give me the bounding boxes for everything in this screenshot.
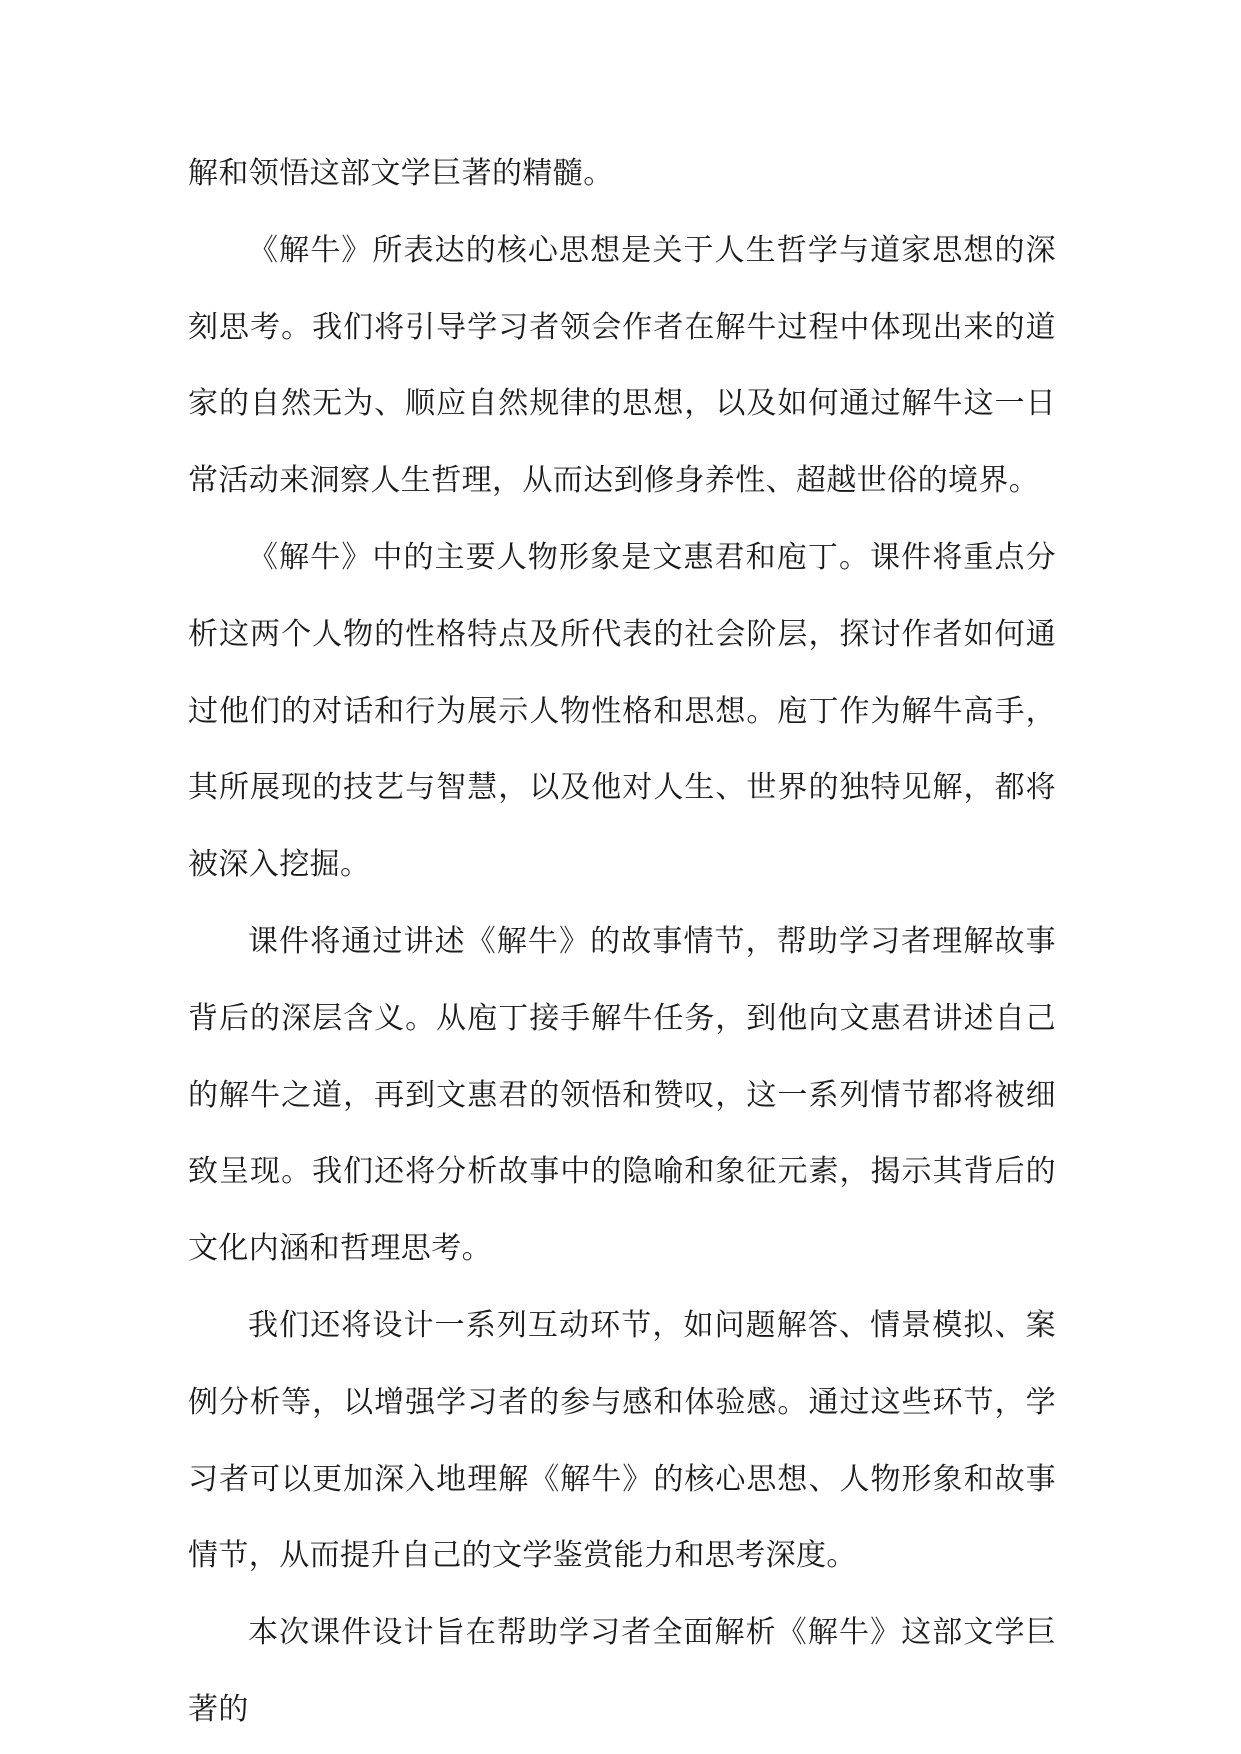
paragraph-intro-continuation: 解和领悟这部文学巨著的精髓。 [188, 156, 614, 191]
paragraph-plot: 课件将通过讲述《解牛》的故事情节，帮助学习者理解故事背后的深层含义。从庖丁接手解牛任务，到他向文惠君讲述自己的解牛之道，再到文惠君的领悟和赞叹，这一系列情节都将被细致呈现。我们还将分析故事中的隐喻和象征元素，揭示其背后的文化内涵和哲理思考。 [188, 923, 1056, 1267]
paragraph-interaction: 我们还将设计一系列互动环节，如问题解答、情景模拟、案例分析等，以增强学习者的参与感和体验感。通过这些环节，学习者可以更加深入地理解《解牛》的核心思想、人物形象和故事情节，从而提升自己的文学鉴赏能力和思考深度。 [188, 1307, 1056, 1574]
body-text [188, 136, 1056, 1749]
paragraph-core-thought: 《解牛》所表达的核心思想是关于人生哲学与道家思想的深刻思考。我们将引导学习者领会作者在解牛过程中体现出来的道家的自然无为、顺应自然规律的思想，以及如何通过解牛这一日常活动来洞察人生哲理，从而达到修身养性、超越世俗的境界。 [188, 232, 1056, 499]
paragraph-characters: 《解牛》中的主要人物形象是文惠君和庖丁。课件将重点分析这两个人物的性格特点及所代表的社会阶层，探讨作者如何通过他们的对话和行为展示人物性格和思想。庖丁作为解牛高手，其所展现的技艺与智慧，以及他对人生、世界的独特见解，都将被深入挖掘。 [188, 539, 1056, 883]
paragraph-summary-start: 本次课件设计旨在帮助学习者全面解析《解牛》这部文学巨著的 [188, 1615, 1056, 1727]
